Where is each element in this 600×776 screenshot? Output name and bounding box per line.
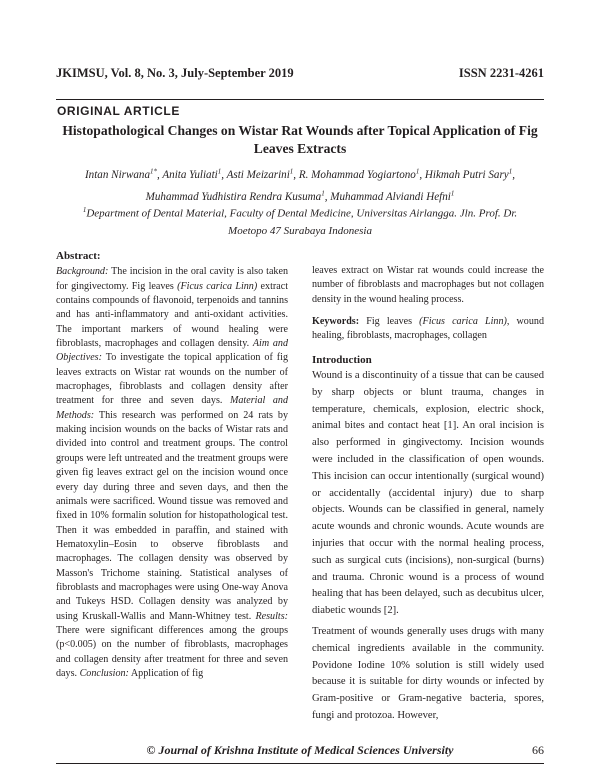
introduction-paragraph: Treatment of wounds generally uses drugs with many chemical ingredients available in the community. Povidone Iodine 10% solution is still widely used because it is suitable for dirty wounds or infected by Gram-positive or Gram-negative bacteria, spores, fungi and protozoa. However, xyxy=(312,626,544,721)
right-column xyxy=(312,264,544,729)
article-type-label: ORIGINAL ARTICLE xyxy=(57,104,180,118)
author: Asti Meizarini$^1$, xyxy=(226,167,299,181)
header-rule xyxy=(56,99,544,100)
author-list xyxy=(56,162,544,207)
author: Hikmah Putri Sary$^1$, xyxy=(424,167,515,181)
page-footer xyxy=(56,743,544,758)
journal-citation: JKIMSU, Vol. 8, No. 3, July-September 2019 xyxy=(56,66,294,80)
page-number: 66 xyxy=(532,743,544,757)
introduction-heading: Introduction xyxy=(312,353,372,366)
article-title: Histopathological Changes on Wistar Rat Wounds after Topical Application of Fig Leaves Extracts xyxy=(62,123,538,156)
affiliation: $^1$Department of Dental Material, Faculty of Dental Medicine, Universitas Airlangga. Jln. Prof. Dr. Moetopo 47 Surabaya Indonesia xyxy=(82,206,518,237)
abstract-heading: Abstract: xyxy=(56,250,101,262)
author: Muhammad Yudhistira Rendra Kusuma$^1$, xyxy=(145,189,331,204)
introduction-paragraph: Wound is a discontinuity of a tissue that can be caused by sharp objects or blunt trauma, changes in temperature, chemicals, explosion, electric shock, animal bites and contact heat [1]. An oral incision is also performed in gingivectomy. Incision wounds were included in the classification of open wounds. This incision can occur intentionally (surgical wound) or accidentally (accidental injury) due to sharp objects. Wounds can be classified in general, namely acute wounds and chronic wounds. Acute wounds are injuries that occur with the normal healing process, such as surgical cuts (incisions), non-surgical (burns) and trauma. Chronic wound is a process of wound healing that has been delayed, such as decubitus ulcer, diabetic wounds [2]. xyxy=(312,370,544,617)
footer-journal-name: © Journal of Krishna Institute of Medical Sciences University xyxy=(146,743,454,757)
author: Muhammad Alviandi Hefni$^1$ xyxy=(330,189,455,204)
footer-rule xyxy=(56,763,544,764)
abstract-body: Background: The incision in the oral cavity is also taken for gingivectomy. Fig leaves (Ficus carica Linn) extract contains compounds of flavonoid, terpenoids and tannins and has anti-inflammatory and anti-oxidant activities. The important markers of wound healing were fibroblasts, macrophages and collagen density. Aim and Objectives: To investigate the topical application of fig leaves extracts on Wistar rat wounds on the number of macrophages, fibroblasts and collagen density after treatment for three and seven days. Material and Methods: This research was performed on 24 rats by making incision wounds on the backs of Wistar rats and divided into control and treatment groups. The control groups were left untreated and the treatment groups were given fig leaves extract gel on the incision wound once every day during three and seven days, and then the animals were sacrificed. Wound tissue was removed and fixed in 10% formalin solution for histopathological test. Then it was embedded in paraffin, and stained with Hematoxylin–Eosin to observe fibroblasts and macrophages. The collagen density was observed by Masson's Trichome staining. Statistical analyses of fibroblasts and macrophages were using One-way Anova and Tukeys HSD. Collagen density was analyzed by using Kruskall-Wallis and Mann-Whitney test. Results: There were significant differences among the groups (p<0.005) on the number of fibroblasts, macrophages and collagen density after treatment for three and seven days. Conclusion: Application of fig xyxy=(56,266,288,679)
keywords: Keywords: Fig leaves (Ficus carica Linn), wound healing, fibroblasts, macrophages, collagen xyxy=(312,316,544,342)
author: R. Mohammad Yogiartono$^1$, xyxy=(298,167,425,181)
author: Intan Nirwana$^{1*}$, xyxy=(84,167,163,181)
author: Anita Yuliati$^1$, xyxy=(162,167,227,181)
issn: ISSN 2231-4261 xyxy=(458,66,544,80)
abstract-column-left xyxy=(56,249,288,683)
abstract-conclusion-continued: leaves extract on Wistar rat wounds could increase the number of fibroblasts and macrophages but not collagen density in the wound healing process. xyxy=(312,265,544,305)
